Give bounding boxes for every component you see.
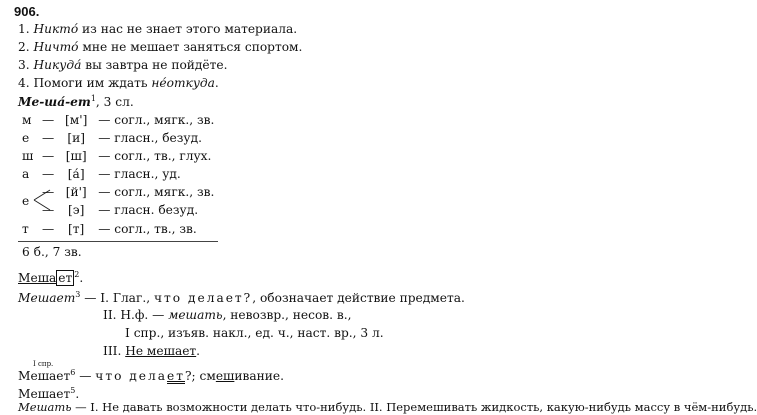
phonetic-total: 6 б., 7 зв. bbox=[22, 245, 82, 259]
conjugation-label: I спр. bbox=[33, 360, 54, 368]
accent-word: Никуда́ bbox=[33, 58, 82, 72]
word-stem: Меша bbox=[18, 271, 57, 286]
morphemic-word: Меша ет $^2$. bbox=[18, 270, 84, 286]
phonetic-row: — [й'] — согл., мягк., зв. bbox=[42, 185, 215, 199]
morph-line-1: Мешает$^3$ — I. Глаг., что делает?, обозначает действие предмета. bbox=[18, 290, 465, 306]
lexical-line-1: Мешает$^5$. bbox=[18, 386, 80, 402]
word-ending: ет bbox=[58, 271, 73, 286]
sentence-2 bbox=[18, 40, 302, 54]
sentence-text: вы завтра не пойдёте. bbox=[81, 58, 228, 72]
accent-word: Ничто́ bbox=[33, 40, 79, 54]
phonetic-row: е — [и] — гласн., безуд. bbox=[22, 131, 202, 145]
word-formation-line: Мешает$^6$ — что делает?; смешивание. bbox=[18, 368, 284, 384]
phonetic-header: $Ме-ша́-ет^1$, 3 сл. bbox=[18, 94, 134, 110]
sentence-1 bbox=[18, 22, 297, 36]
morph-line-2: II. Н.ф. — мешать, невозвр., несов. в., bbox=[103, 308, 352, 322]
morph-line-4: III. Не мешает. bbox=[103, 344, 201, 358]
phonetic-row: ш — [ш] — согл., тв., глух. bbox=[22, 149, 212, 163]
sentence-text: из нас не знает этого материала. bbox=[78, 22, 298, 36]
sentence-text: Помоги им ждать bbox=[33, 76, 152, 90]
phonetic-row: — [э] — гласн. безуд. bbox=[42, 203, 199, 217]
phonetic-row: а — [а́] — гласн., уд. bbox=[22, 167, 181, 181]
sentence-4: 4. Помоги им ждать не́откуда. bbox=[18, 76, 219, 90]
sentence-number: 1. bbox=[18, 22, 30, 36]
phonetic-row-letter: е bbox=[22, 194, 30, 208]
divider bbox=[18, 241, 218, 242]
sentence-number: 3. bbox=[18, 58, 30, 72]
exercise-number: 906. bbox=[14, 4, 40, 19]
accent-word: не́откуда bbox=[151, 76, 215, 90]
sentence-number: 2. bbox=[18, 40, 30, 54]
phonetic-row: т — [т] — согл., тв., зв. bbox=[22, 222, 197, 236]
sentence-3 bbox=[18, 58, 227, 72]
phonetic-row: м — [м'] — согл., мягк., зв. bbox=[22, 113, 215, 127]
sentence-number: 4. bbox=[18, 76, 30, 90]
morph-line-3: I спр., изъяв. накл., ед. ч., наст. вр., 3 л. bbox=[125, 326, 384, 340]
lexical-meanings: Мешать — I. Не давать возможности делать что-нибудь. II. Перемешивать жидкость, какую-нибудь массу в чём-нибудь. bbox=[18, 400, 757, 414]
phonetic-word: Ме-ша́-ет bbox=[18, 95, 91, 110]
sentence-text: мне не мешает заняться спортом. bbox=[78, 40, 303, 54]
accent-word: Никто́ bbox=[33, 22, 79, 36]
